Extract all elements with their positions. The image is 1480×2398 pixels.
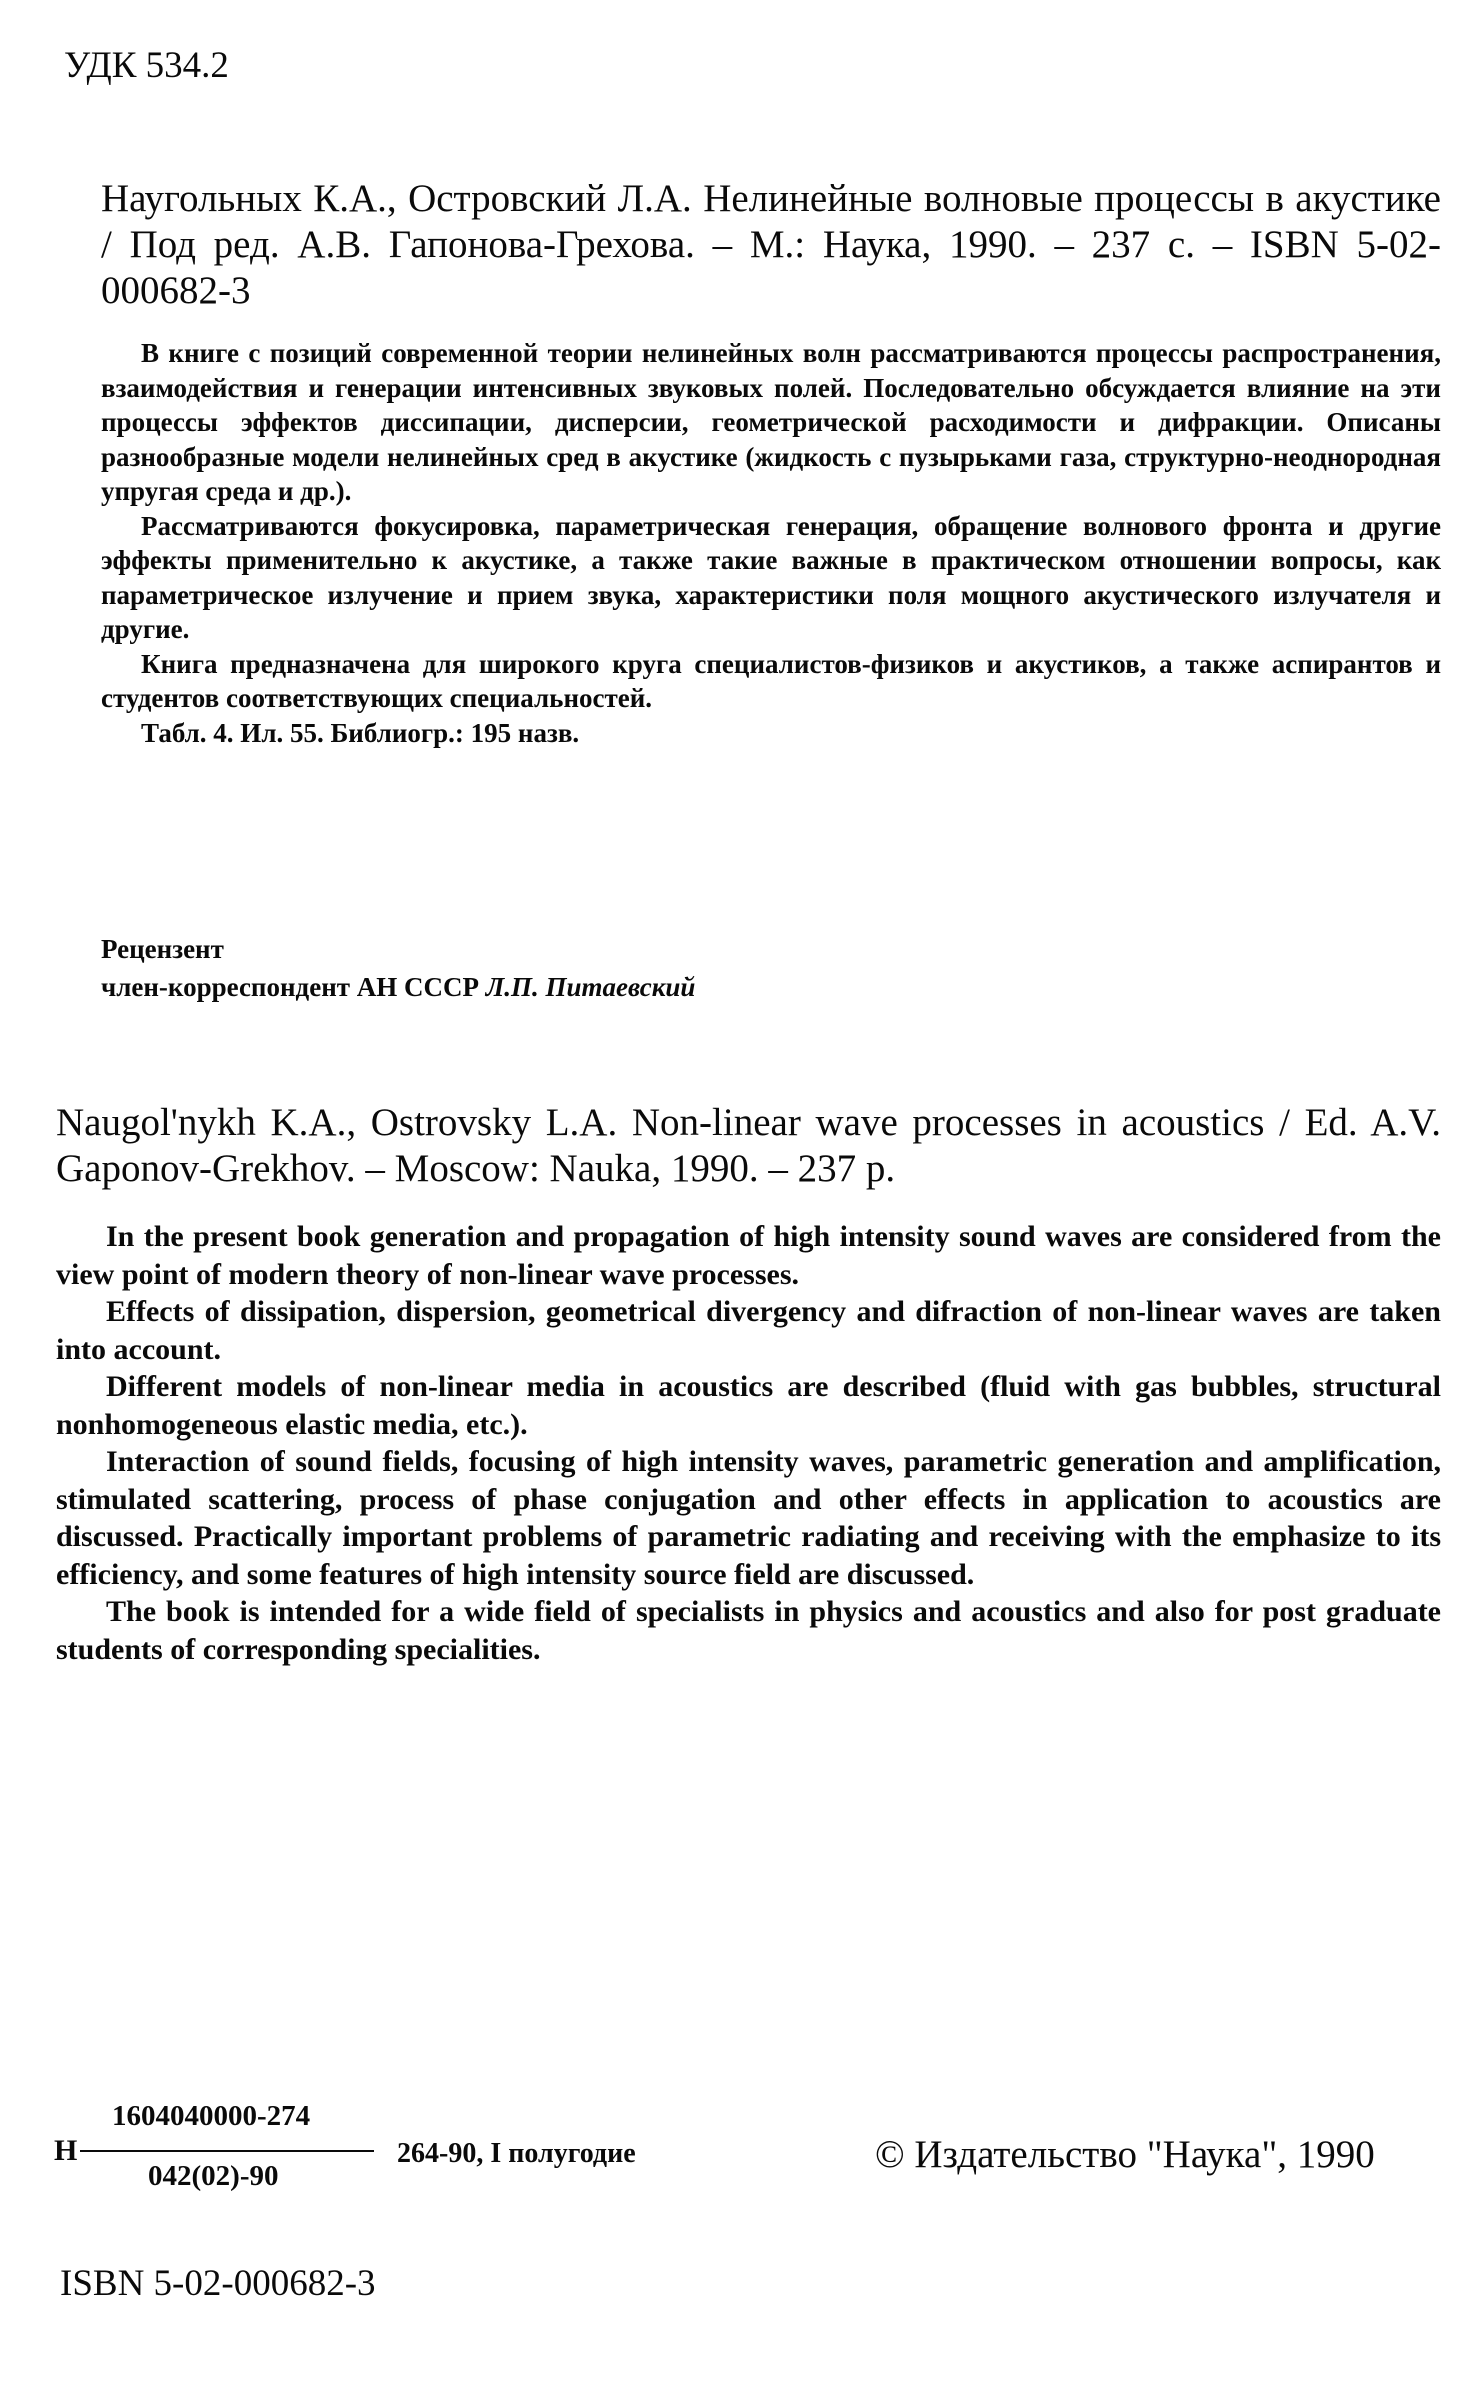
- reviewer-name: Л.П. Питаевский: [485, 972, 696, 1002]
- annotation-paragraph: Effects of dissipation, dispersion, geometrical divergency and difraction of non-linear waves are taken into account.: [56, 1295, 1441, 1366]
- annotation-paragraph: In the present book generation and propagation of high intensity sound waves are considered from the view point of modern theory of non-linear wave processes.: [56, 1220, 1441, 1291]
- annotation-paragraph: Different models of non-linear media in acoustics are described (fluid with gas bubbles, structural nonhomogeneous elastic media, etc.).: [56, 1370, 1441, 1441]
- annotation-paragraph: Рассматриваются фокусировка, параметрическая генерация, обращение волнового фронта и другие эффекты применительно к акустике, а также такие важные в практическом отношении вопросы, как параметрическое излучение и прием звука, характеристики поля мощного акустического излучателя и другие.: [101, 510, 1441, 644]
- reviewer-line: [101, 972, 695, 1003]
- annotation-paragraph: Книга предназначена для широкого круга специалистов-физиков и акустиков, а также аспирантов и студентов соответствующих специальностей.: [101, 648, 1441, 713]
- publication-code-denominator: 042(02)-90: [148, 2160, 279, 2192]
- fraction-line: [80, 2150, 374, 2152]
- reviewer-label: Рецензент: [101, 934, 224, 964]
- annotation-bibliography: Табл. 4. Ил. 55. Библиогр.: 195 назв.: [141, 717, 580, 748]
- reviewer-title: член-корреспондент АН СССР: [101, 972, 486, 1002]
- english-annotation: [56, 1218, 1441, 1668]
- publication-code-numerator: 1604040000-274: [112, 2100, 311, 2132]
- russian-citation: Наугольных К.А., Островский Л.А. Нелинейные волновые процессы в акустике / Под ред. А.В. Гапонова-Грехова. – М.: Наука, 1990. – 237 с. – ISBN 5-02-000682-3: [101, 177, 1441, 312]
- english-citation: Naugol'nykh K.A., Ostrovsky L.A. Non-linear wave processes in acoustics / Ed. A.V. Gaponov-Grekhov. – Moscow: Nauka, 1990. – 237 p.: [56, 1101, 1441, 1190]
- annotation-paragraph: The book is intended for a wide field of specialists in physics and acoustics and also for post graduate students of corresponding specialities.: [56, 1595, 1441, 1666]
- russian-annotation: [101, 336, 1441, 750]
- udk-code: УДК 534.2: [64, 45, 229, 86]
- annotation-paragraph: Interaction of sound fields, focusing of high intensity waves, parametric generation and amplification, stimulated scattering, process of phase conjugation and other effects in application to acoustics are discussed. Practically important problems of parametric radiating and receiving with the emphasize to its efficiency, and some features of high intensity source field are discussed.: [56, 1445, 1441, 1591]
- publication-order: 264-90, I полугодие: [397, 2138, 636, 2169]
- copyright: © Издательство "Наука", 1990: [875, 2133, 1375, 2176]
- publication-code-letter: Н: [54, 2134, 78, 2167]
- annotation-paragraph: В книге с позиций современной теории нелинейных волн рассматриваются процессы распространения, взаимодействия и генерации интенсивных звуковых полей. Последовательно обсуждается влияние на эти процессы эффектов диссипации, дисперсии, геометрической расходимости и дифракции. Описаны разнообразные модели нелинейных сред в акустике (жидкость с пузырьками газа, структурно-неоднородная упругая среда и др.).: [101, 338, 1441, 506]
- isbn: ISBN 5-02-000682-3: [60, 2263, 376, 2304]
